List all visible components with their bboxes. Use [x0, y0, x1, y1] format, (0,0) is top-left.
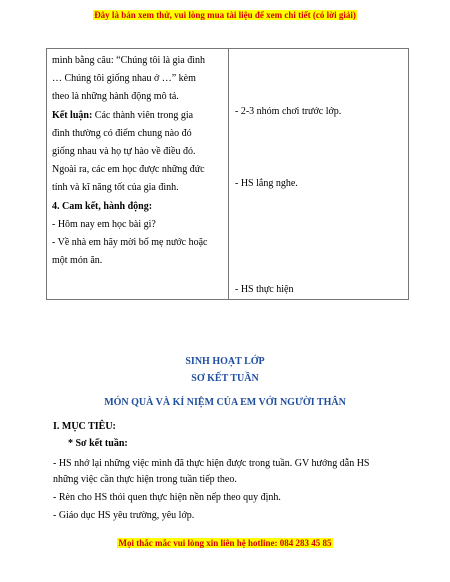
student-activity-cell	[229, 49, 409, 300]
conclusion-line	[52, 107, 224, 125]
table-row	[47, 49, 409, 300]
preview-notice-text: Đây là bản xem thử, vui lòng mua tài liệu để xem chi tiết (có lời giải)	[94, 10, 356, 20]
hotline-notice-banner	[0, 538, 450, 548]
paragraph-line: - HS nhớ lại những việc mình đã thực hiện được trong tuần. GV hướng dẫn HS	[53, 458, 370, 469]
section-subtitle: * Sơ kết tuần:	[68, 438, 128, 449]
section-title: I. MỤC TIÊU:	[53, 421, 116, 432]
text-line: mình bằng câu: “Chúng tôi là gia đình	[52, 55, 206, 66]
paragraph-line: - Giáo dục HS yêu trường, yêu lớp.	[53, 510, 195, 521]
text-line: đình thường có điểm chung nào đó	[52, 127, 192, 139]
teacher-activity-cell	[47, 49, 229, 300]
paragraph-line: - Rèn cho HS thói quen thực hiện nền nếp theo quy định.	[53, 492, 281, 503]
student-response-1: - 2-3 nhóm chơi trước lớp.	[235, 106, 342, 117]
commitment-heading: 4. Cam kết, hành động:	[52, 200, 153, 212]
conclusion-text: Các thành viên trong gia	[92, 109, 194, 121]
text-line: giống nhau và họ tự hào về điều đó.	[52, 146, 196, 158]
conclusion-label: Kết luận:	[52, 109, 93, 121]
heading-week-summary: SƠ KẾT TUẦN	[191, 373, 259, 384]
heading-class-activity: SINH HOẠT LỚP	[185, 356, 265, 367]
paragraph-line: những việc cần thực hiện trong tuần tiếp theo.	[53, 474, 237, 485]
hotline-notice-text: Mọi thắc mắc vui lòng xin liên hệ hotline: 084 283 45 85	[118, 538, 332, 548]
preview-notice-banner	[0, 10, 450, 20]
text-line: … Chúng tôi giống nhau ở …” kèm	[52, 73, 196, 85]
text-line: - Hôm nay em học bài gì?	[52, 218, 156, 230]
heading-lesson-title: MÓN QUÀ VÀ KỈ NIỆM CỦA EM VỚI NGƯỜI THÂN	[104, 397, 346, 408]
text-line: Ngoài ra, các em học được những đức	[52, 164, 205, 176]
student-response-3: - HS thực hiện	[235, 284, 294, 295]
text-line: một món ăn.	[52, 255, 103, 267]
lesson-activity-table	[46, 48, 409, 300]
text-line: theo là những hành động mô tả.	[52, 91, 179, 103]
text-line: - Về nhà em hãy mời bố mẹ nước hoặc	[52, 237, 208, 249]
student-response-2: - HS lắng nghe.	[235, 178, 298, 189]
text-line: tính và kĩ năng tốt của gia đình.	[52, 182, 179, 194]
